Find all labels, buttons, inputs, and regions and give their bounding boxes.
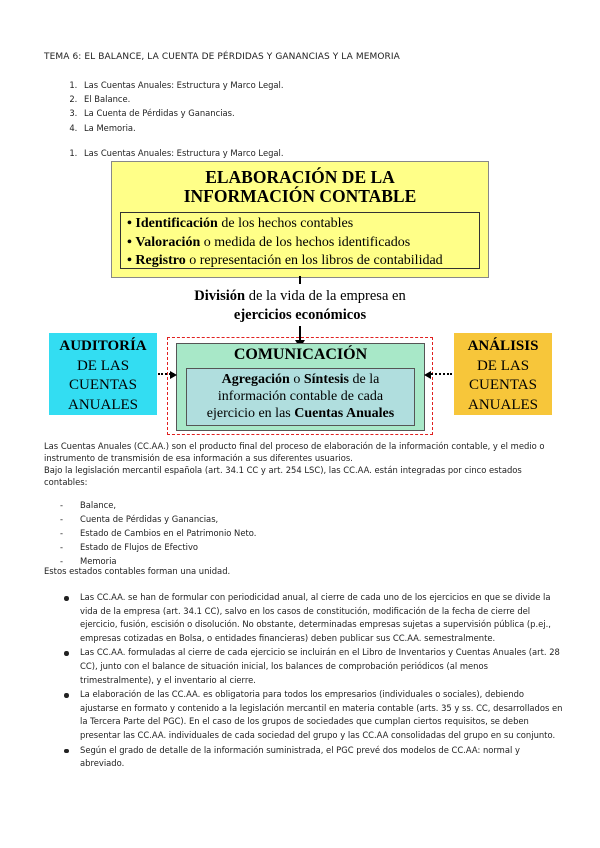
list-item: - Balance, [44,498,256,512]
dotted-connector-right [428,373,452,375]
section-heading-list [44,148,284,160]
unity-paragraph: Estos estados contables forman una unidad. [44,566,231,576]
index-item: 1. Las Cuentas Anuales: Estructura y Marco Legal. [80,78,284,92]
elaboracion-steps [120,212,480,269]
step-valoracion: • Valoración o medida de los hechos identificados [127,234,411,250]
arrow-left-icon [424,371,431,379]
list-item: - Estado de Cambios en el Patrimonio Neto. [44,526,256,540]
index-item: 3. La Cuenta de Pérdidas y Ganancias. [80,106,284,120]
topic-index [44,78,284,135]
auditoria-box: AUDITORÍA DE LAS CUENTAS ANUALES [49,333,157,415]
details-list [44,591,564,771]
comunicacion-box [176,343,425,431]
list-item: - Cuenta de Pérdidas y Ganancias, [44,512,256,526]
agregacion-box: Agregación o Síntesis de la información contable de cada ejercicio en las Cuentas Anuales [186,368,415,426]
step-identificacion: • Identificación de los hechos contables [127,216,354,231]
list-item: - Estado de Flujos de Efectivo [44,540,256,554]
list-item: Según el grado de detalle de la información suministrada, el PGC prevé dos modelos de CC.AA: normal y abreviado. [44,744,564,771]
arrow-right-icon [170,371,177,379]
step-registro: • Registro o representación en los libros de contabilidad [127,253,443,268]
intro-paragraph: Las Cuentas Anuales (CC.AA.) son el producto final del proceso de elaboración de la información contable, y el medio o instrumento de transmisión de esa información a sus diferentes usuarios. Bajo la legislación mercantil española (art. 34.1 CC y art. 254 LSC), las CC.AA. están integradas por cinco estados contables: [44,441,545,487]
section-heading: 1. Las Cuentas Anuales: Estructura y Marco Legal. [80,148,284,160]
estados-list [44,498,256,568]
page-title: TEMA 6: EL BALANCE, LA CUENTA DE PÉRDIDAS Y GANANCIAS Y LA MEMORIA [44,52,400,62]
comunicacion-heading: COMUNICACIÓN [233,346,368,363]
list-item: La elaboración de las CC.AA. es obligatoria para todos los empresarios (individuales o sociales), debiendo ajustarse en formato y contenido a la legislación mercantil en materia contable (arts. 35 y ss. CC, desarrollados en la Tercera Parte del PGC). En el caso de los grupos de sociedades que cumplan ciertos requisitos, se deben presentar las CC.AA. individuales de cada sociedad del grupo y las CC.AA consolidadas del grupo en su conjunto. [44,688,564,742]
elaboracion-box [111,161,489,278]
list-item: - Memoria [44,554,256,568]
index-item: 4. La Memoria. [80,121,284,135]
analisis-box: ANÁLISIS DE LAS CUENTAS ANUALES [454,333,552,415]
index-item: 2. El Balance. [80,92,284,106]
arrow-line-top [299,276,301,284]
list-item: Las CC.AA. se han de formular con periodicidad anual, al cierre de cada uno de los ejercicios en que se divide la vida de la empresa (art. 34.1 CC), salvo en los casos de constitución, modificación de la fecha de cierre del ejercicio, fusión, escisión o disolución. No obstante, determinadas empresas sujetas a supervisión pública (p.ej., empresas cotizadas en Bolsa, o entidades financieras) deben publicar sus CC.AA. semestralmente. [44,591,564,645]
elaboracion-heading: ELABORACIÓN DE LA INFORMACIÓN CONTABLE [183,167,417,206]
list-item: Las CC.AA. formuladas al cierre de cada ejercicio se incluirán en el Libro de Inventarios y Cuentas Anuales (art. 28 CC), junto con el balance de situación inicial, los balances de comprobación periódicos (al menos trimestralmente), y el inventario al cierre. [44,646,564,687]
division-text: División de la vida de la empresa en ejercicios económicos [194,288,406,323]
